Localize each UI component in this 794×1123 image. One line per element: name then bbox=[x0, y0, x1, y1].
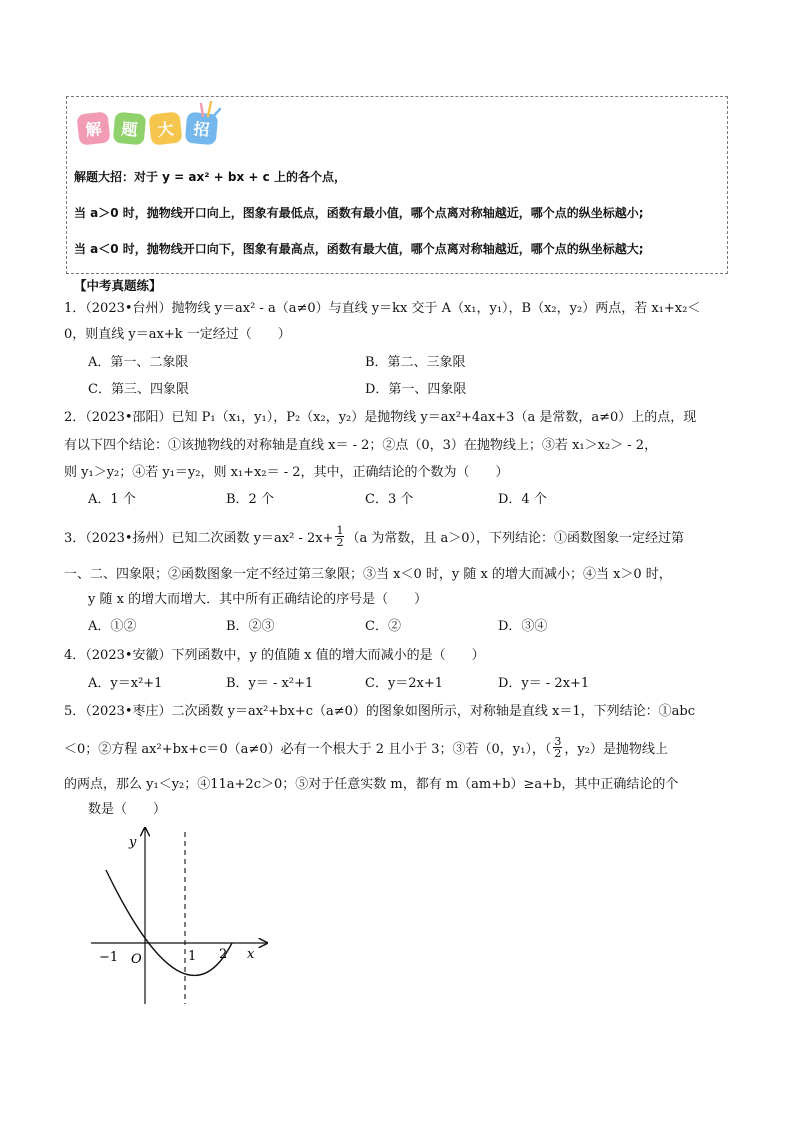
q2-option-a: A．1 个 bbox=[88, 492, 136, 507]
q3-line-1 bbox=[64, 525, 684, 548]
q4-option-d: D．y＝ - 2x+1 bbox=[498, 676, 590, 691]
q5-line-2-suffix: ，y₂）是抛物线上 bbox=[564, 742, 668, 757]
badge-da: 大 bbox=[148, 111, 182, 145]
q3-line-1-prefix: 3．（2023•扬州）已知二次函数 y＝ax² - 2x+ bbox=[64, 531, 334, 546]
q1-option-c: C．第三、四象限 bbox=[88, 382, 189, 397]
q5-line-1: 5．（2023•枣庄）二次函数 y＝ax²+bx+c（a≠0）的图象如图所示，对称轴是直线 x＝1，下列结论：①abc bbox=[64, 704, 696, 719]
q3-line-1-suffix: （a 为常数，且 a＞0），下列结论：①函数图象一定经过第 bbox=[346, 531, 684, 546]
q1-option-b: B．第二、三象限 bbox=[365, 355, 466, 370]
parabola-graph bbox=[85, 820, 275, 1010]
sparkle-icon bbox=[197, 98, 223, 120]
q4-line-1: 4．（2023•安徽）下列函数中，y 的值随 x 值的增大而减小的是（ ） bbox=[64, 648, 485, 663]
tick-label-2: 2 bbox=[219, 947, 228, 962]
y-axis-label: y bbox=[129, 835, 137, 850]
q5-frac-num: 3 bbox=[554, 735, 562, 748]
q2-line-1: 2．（2023•邵阳）已知 P₁（x₁，y₁），P₂（x₂，y₂）是抛物线 y＝ax²+4ax+3（a 是常数，a≠0）上的点，现 bbox=[64, 410, 697, 425]
q3-option-b: B．②③ bbox=[226, 619, 275, 634]
q2-option-c: C．3 个 bbox=[365, 492, 414, 507]
badge-jie: 解 bbox=[76, 111, 110, 145]
section-title: 【中考真题练】 bbox=[74, 278, 162, 293]
q3-option-a: A．①② bbox=[88, 619, 137, 634]
q4-option-c: C．y＝2x+1 bbox=[365, 676, 444, 691]
tick-label-1: 1 bbox=[188, 949, 197, 964]
q1-option-d: D．第一、四象限 bbox=[365, 382, 467, 397]
tick-label-neg1: −1 bbox=[99, 950, 119, 965]
q5-line-2-prefix: ＜0；②方程 ax²+bx+c＝0（a≠0）必有一个根大于 2 且小于 3；③若（0，y₁），（ bbox=[64, 742, 552, 757]
q2-option-b: B．2 个 bbox=[226, 492, 274, 507]
tip-line-1: 解题大招：对于 y = ax² + bx + c 上的各个点， bbox=[74, 170, 346, 184]
q2-line-2: 有以下四个结论：①该抛物线的对称轴是直线 x＝ - 2；②点（0，3）在抛物线上；③若 x₁＞x₂＞ - 2， bbox=[64, 438, 658, 453]
q2-option-d: D．4 个 bbox=[498, 492, 547, 507]
q1-line-1: 1．（2023•台州）抛物线 y＝ax² - a（a≠0）与直线 y＝kx 交于 A（x₁，y₁），B（x₂，y₂）两点，若 x₁+x₂＜ bbox=[64, 301, 701, 316]
q1-line-2: 0，则直线 y＝ax+k 一定经过（ ） bbox=[64, 327, 291, 342]
q3-option-d: D．③④ bbox=[498, 619, 548, 634]
q1-option-a: A．第一、二象限 bbox=[88, 355, 189, 370]
parabola-curve bbox=[106, 870, 232, 975]
q3-fraction bbox=[335, 525, 344, 548]
q5-line-3: 的两点，那么 y₁＜y₂；④11a+2c＞0；⑤对于任意实数 m，都有 m（am+b）≥a+b，其中正确结论的个 bbox=[64, 777, 679, 792]
q4-option-b: B．y＝ - x²+1 bbox=[226, 676, 314, 691]
q3-option-c: C．② bbox=[365, 619, 401, 634]
x-axis-label: x bbox=[247, 947, 255, 962]
q3-line-3: y 随 x 的增大而增大．其中所有正确结论的序号是（ ） bbox=[88, 592, 428, 607]
q5-line-2 bbox=[64, 736, 668, 759]
q5-line-4: 数是（ ） bbox=[88, 802, 167, 817]
tip-line-3: 当 a＜0 时，抛物线开口向下，图象有最高点，函数有最大值，哪个点离对称轴越近，哪个点的纵坐标越大; bbox=[74, 242, 644, 256]
q5-frac-den: 2 bbox=[554, 747, 562, 760]
q3-frac-num: 1 bbox=[336, 524, 344, 537]
q2-line-3: 则 y₁＞y₂；④若 y₁＝y₂，则 x₁+x₂＝ - 2，其中，正确结论的个数为（ ） bbox=[64, 465, 509, 480]
q5-fraction bbox=[553, 736, 562, 759]
tip-line-2: 当 a＞0 时，抛物线开口向上，图象有最低点，函数有最小值，哪个点离对称轴越近，哪个点的纵坐标越小; bbox=[74, 206, 644, 220]
badge-zhao: 招 bbox=[185, 112, 219, 146]
origin-label: O bbox=[131, 952, 142, 967]
q3-frac-den: 2 bbox=[336, 536, 344, 549]
q4-option-a: A．y＝x²+1 bbox=[88, 676, 163, 691]
q3-line-2: 一、二、四象限；②函数图象一定不经过第三象限；③当 x＜0 时，y 随 x 的增大而减小；④当 x＞0 时， bbox=[64, 567, 672, 582]
badge-ti: 题 bbox=[113, 112, 147, 146]
